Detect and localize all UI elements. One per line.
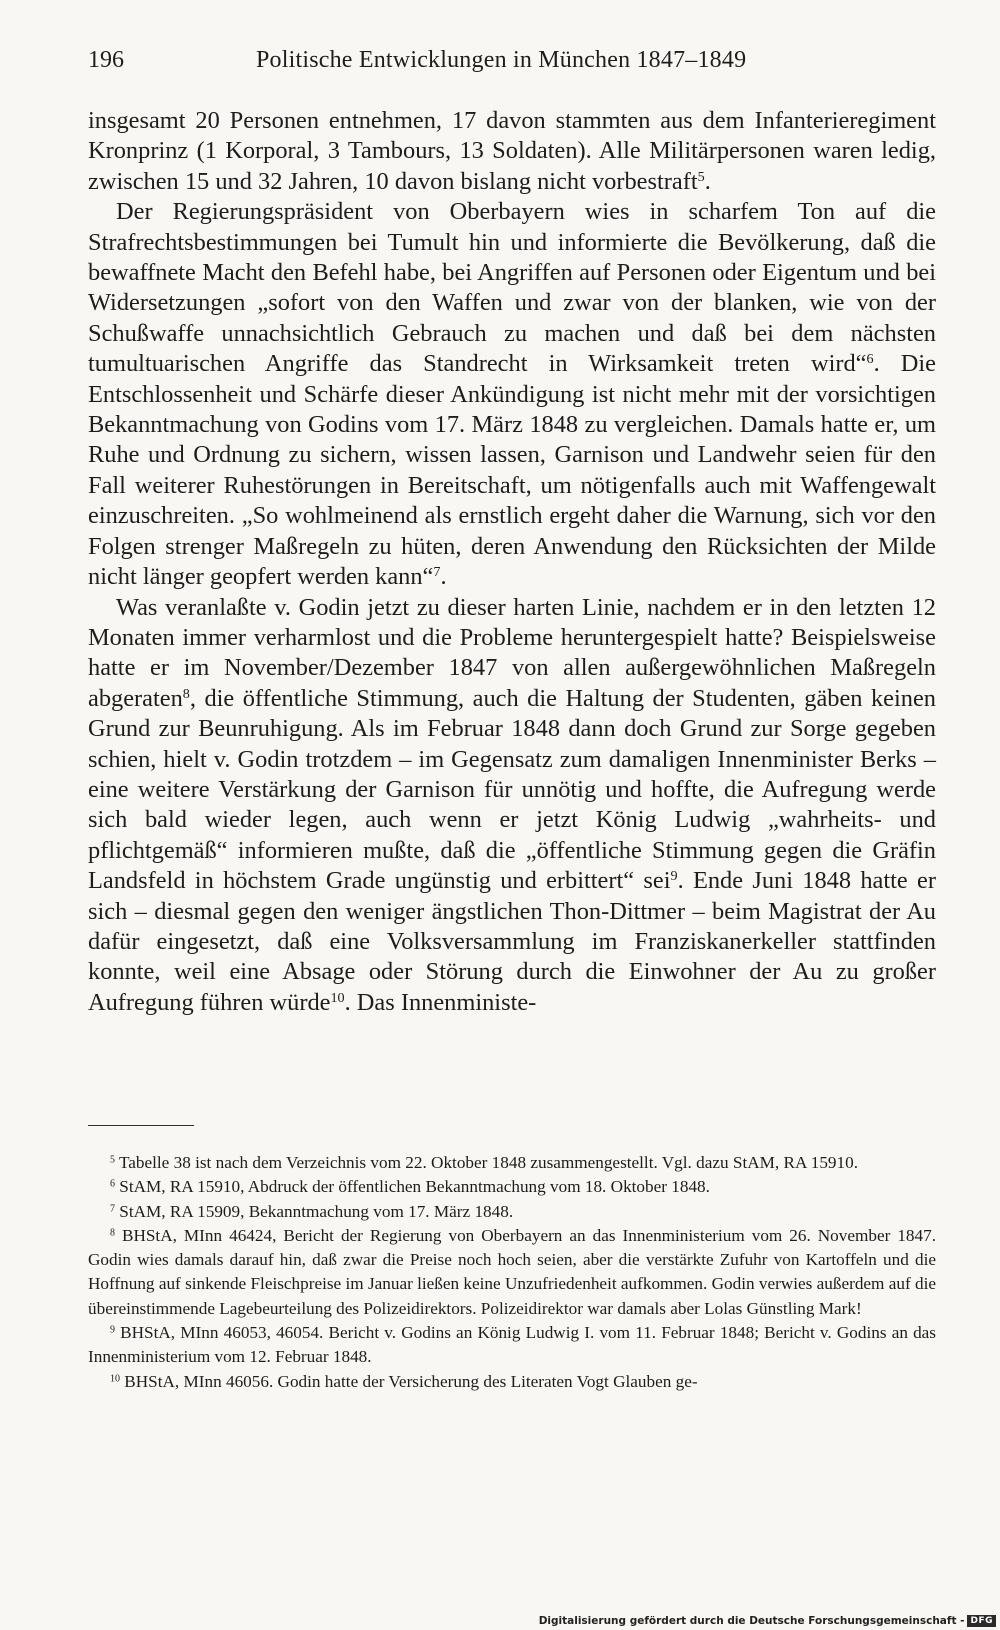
footnote-ref[interactable]: 7 <box>433 564 441 581</box>
footnote-number: 6 <box>110 1178 115 1190</box>
footnote-ref[interactable]: 10 <box>330 990 345 1006</box>
paragraph-3: Was veranlaßte v. Godin jetzt zu dieser harten Linie, nachdem er in den letzten 12 Monaten immer verharmlost und die Probleme heruntergespielt hatte? Beispielsweise hatte er im November/Dezember 1847 von allen außergewöhnlichen Maßregeln abgeraten$^8$, die öffentliche Stimmung, auch die Haltung der Studenten, gäben keinen Grund zur Beunruhigung. Als im Februar 1848 dann doch Grund zur Sorge gegeben schien, hielt v. Godin trotzdem – im Gegensatz zum damaligen Innenminister Berks – eine weitere Verstärkung der Garnison für unnötig und hoffte, die Aufregung werde sich bald wieder legen, auch wenn er jetzt König Ludwig „wahrheits- und pflichtgemäß“ informieren mußte, daß die „öffentliche Stimmung gegen die Gräfin Landsfeld in höchstem Grade ungünstig und erbittert“ sei$^9$. Ende Juni 1848 hatte er sich – diesmal gegen den weniger ängstlichen Thon-Dittmer – beim Magistrat der Au dafür eingesetzt, daß eine Volksversammlung im Franziskanerkeller stattfinden konnte, weil eine Absage oder Störung durch die Einwohner der Au zu großer Aufregung führen würde$^{10}$. Das Innenministe- <box>88 593 936 1016</box>
paragraph-2: Der Regierungspräsident von Oberbayern wies in scharfem Ton auf die Strafrechtsbestimmungen bei Tumult hin und informierte die Bevölkerung, daß die bewaffnete Macht den Befehl habe, bei Angriffen auf Personen oder Eigentum und bei Widersetzungen „sofort von den Waffen und zwar von der blanken, wie von der Schußwaffe unnachsichtlich Gebrauch zu machen und daß bei dem nächsten tumultuarischen Angriffe das Standrecht in Wirksamkeit treten wird“$^6$. Die Entschlossenheit und Schärfe dieser Ankündigung ist nicht mehr mit der vorsichtigen Bekanntmachung von Godins vom 17. März 1848 zu vergleichen. Damals hatte er, um Ruhe und Ordnung zu sichern, wissen lassen, Garnison und Landwehr seien für den Fall weiterer Ruhestörungen in Bereitschaft, um nötigenfalls auch mit Waffengewalt einzuschreiten. „So wohlmeinend als ernstlich ergeht daher die Warnung, sich vor den Folgen strenger Maßregeln zu hüten, deren Anwendung den Rücksichten der Milde nicht länger geopfert werden kann“$^7$. <box>88 198 936 591</box>
footnote-ref[interactable]: 6 <box>866 351 874 368</box>
footnote-ref[interactable]: 5 <box>697 169 705 186</box>
dfg-logo-icon: DFG <box>967 1615 996 1627</box>
footnote-6: $^6$ StAM, RA 15910, Abdruck der öffentlichen Bekanntmachung vom 18. Oktober 1848. <box>110 1177 710 1197</box>
running-title: Politische Entwicklungen in München 1847–1849 <box>256 47 747 73</box>
footnote-ref[interactable]: 9 <box>670 868 678 885</box>
footnote-9: $^9$ BHStA, MInn 46053, 46054. Bericht v. Godins an König Ludwig I. vom 11. Februar 1848; Bericht v. Godins an das Innenministerium vom 12. Februar 1848. <box>88 1323 936 1367</box>
footnote-7: $^7$ StAM, RA 15909, Bekanntmachung vom 17. März 1848. <box>110 1201 514 1221</box>
footnote-10: $^{10}$ BHStA, MInn 46056. Godin hatte der Versicherung des Literaten Vogt Glauben ge- <box>110 1371 698 1391</box>
page-number: 196 <box>88 47 124 73</box>
footnote-number: 9 <box>110 1324 115 1336</box>
footnote-number: 10 <box>110 1373 120 1385</box>
footnotes <box>88 1151 936 1394</box>
credit-text: Digitalisierung gefördert durch die Deutsche Forschungsgemeinschaft - <box>538 1615 965 1627</box>
footnote-number: 7 <box>110 1203 115 1215</box>
footnote-8: $^8$ BHStA, MInn 46424, Bericht der Regierung von Oberbayern an das Innenministerium vom 26. November 1847. Godin wies damals darauf hin, daß zwar die Preise noch hoch seien, aber die verstärkte Zufuhr von Kartoffeln und die Hoffnung auf sinkende Fleischpreise im Januar ließen keine Unzufriedenheit aufkommen. Godin verwies außerdem auf die übereinstimmende Lagebeurteilung des Polizeidirektors. Polizeidirektor war damals aber Lolas Günstling Mark! <box>88 1225 936 1318</box>
digitization-credit <box>539 1615 996 1627</box>
footnote-ref[interactable]: 8 <box>182 685 190 702</box>
paragraph-1: insgesamt 20 Personen entnehmen, 17 davon stammten aus dem Infanterieregiment Kronprinz (1 Korporal, 3 Tambours, 13 Soldaten). Alle Militärpersonen waren ledig, zwischen 15 und 32 Jahren, 10 davon bislang nicht vorbestraft$^5$. <box>88 107 936 195</box>
footnote-5: $^5$ Tabelle 38 ist nach dem Verzeichnis vom 22. Oktober 1848 zusammengestellt. Vgl. dazu StAM, RA 15910. <box>110 1153 858 1172</box>
main-text <box>88 106 936 1018</box>
footnote-divider <box>88 1125 194 1126</box>
footnote-number: 8 <box>110 1227 115 1239</box>
footnote-number: 5 <box>110 1154 115 1166</box>
